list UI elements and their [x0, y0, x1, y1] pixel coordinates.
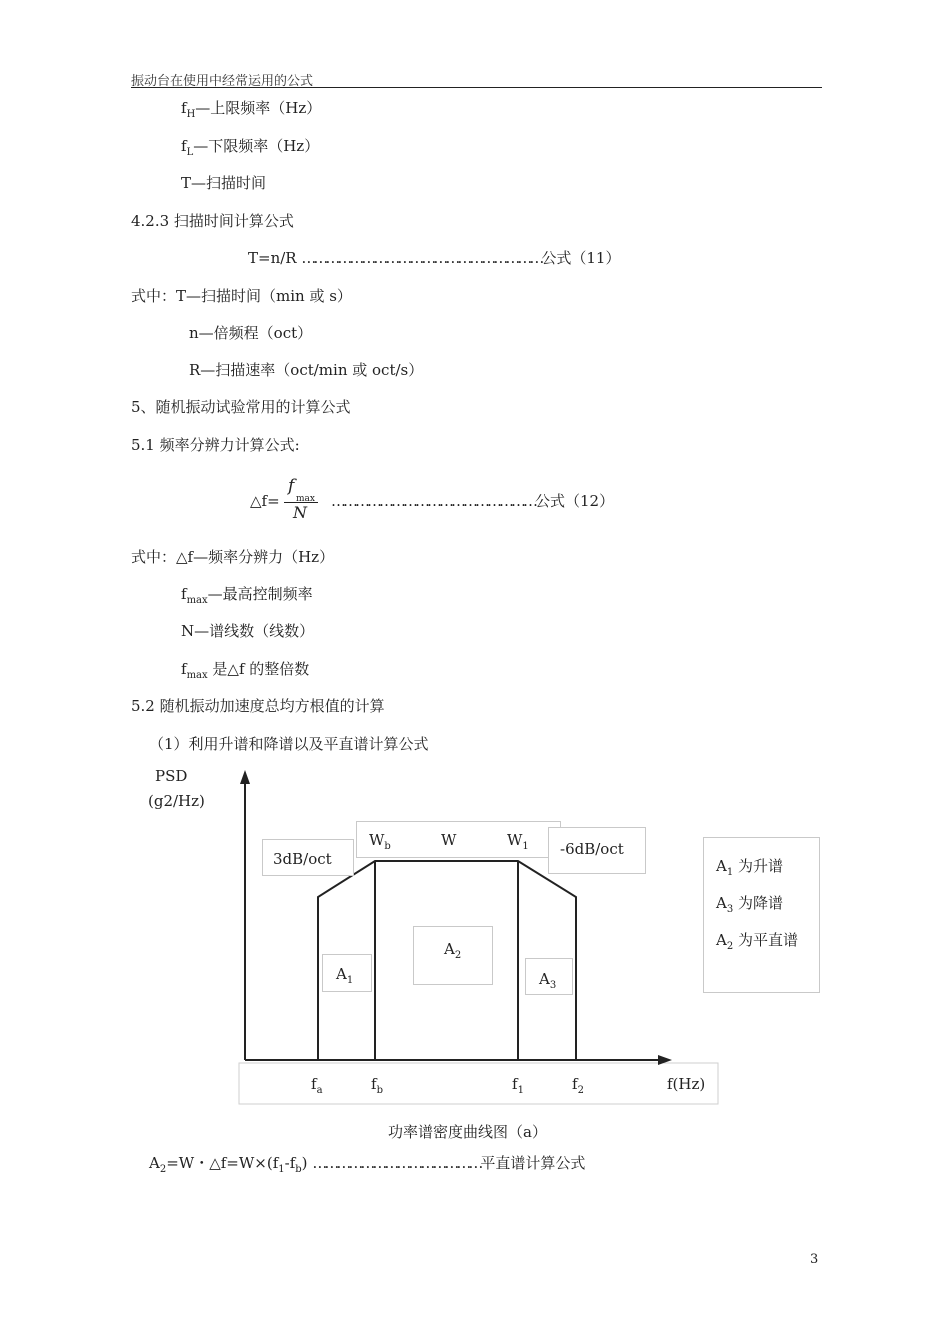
definition-text: 是△f 的整倍数 — [207, 660, 310, 678]
formula-label: 公式（12） — [535, 492, 615, 510]
area-A2-label: $A_2$ — [444, 940, 462, 961]
x-tick-fb: $f_b$ — [371, 1075, 383, 1096]
subscript: 1 — [278, 1164, 285, 1175]
area-A2-box — [413, 926, 493, 985]
formula-body: =W・△f=W×(f — [166, 1154, 279, 1172]
subscript: L — [186, 147, 194, 158]
leader-dots: …………………………………………………… — [301, 249, 542, 267]
label-W: W — [441, 831, 457, 849]
formula-symbol: A — [149, 1154, 160, 1172]
where-clause-2: 式中：△f—频率分辨力（Hz） — [131, 548, 335, 566]
formula-body: -f — [284, 1154, 296, 1172]
leader-dots: …………………………………………… — [331, 492, 535, 510]
figure-caption: 功率谱密度曲线图（a） — [388, 1123, 547, 1141]
area-A3-label: $A_3$ — [539, 970, 557, 991]
right-slope-label: -6dB/oct — [560, 840, 624, 858]
x-tick-f1: $f_1$ — [512, 1075, 524, 1096]
legend-item-A2: $A_2$ 为平直谱 — [716, 931, 798, 952]
subscript: H — [186, 109, 196, 120]
top-level-box — [356, 821, 561, 858]
legend-box — [703, 837, 820, 993]
subscript: b — [295, 1164, 302, 1175]
area-A1-box — [322, 954, 372, 992]
section-5-2-heading: 5.2 随机振动加速度总均方根值的计算 — [131, 697, 385, 715]
n-definition: n—倍频程（oct） — [189, 324, 313, 342]
section-5-heading: 5、随机振动试验常用的计算公式 — [131, 398, 351, 416]
label-W1: $W_1$ — [507, 831, 529, 852]
y-axis-label-unit: (g2/Hz) — [148, 792, 205, 810]
running-header: 振动台在使用中经常运用的公式 — [131, 74, 314, 89]
formula-label: 平直谱计算公式 — [480, 1154, 586, 1172]
R-definition: R—扫描速率（oct/min 或 oct/s） — [189, 361, 424, 379]
N-definition: N—谱线数（线数） — [181, 622, 315, 640]
fraction-denominator: N — [293, 503, 307, 522]
definition-text: —上限频率（Hz） — [195, 99, 322, 117]
page-number: 3 — [810, 1252, 819, 1267]
label-Wb: $W_b$ — [369, 831, 391, 852]
area-A3-box — [525, 958, 573, 995]
subsection-1-heading: （1）利用升谱和降谱以及平直谱计算公式 — [149, 735, 429, 753]
y-axis-arrow — [240, 770, 250, 784]
fraction-numerator-subscript: max — [296, 494, 315, 504]
x-axis-label: f(Hz) — [667, 1075, 706, 1093]
T-definition: T—扫描时间 — [181, 174, 267, 192]
formula-body: ) — [301, 1154, 308, 1172]
x-tick-f2: $f_2$ — [572, 1075, 584, 1096]
formula-label: 公式（11） — [541, 249, 621, 267]
left-slope-label: 3dB/oct — [273, 850, 332, 868]
x-tick-fa: $f_a$ — [311, 1075, 323, 1096]
right-slope-box — [548, 827, 646, 874]
left-slope-box — [262, 839, 354, 876]
formula-expression: T=n/R — [248, 249, 297, 267]
subscript: 2 — [159, 1164, 167, 1175]
where-clause-1: 式中：T—扫描时间（min 或 s） — [131, 287, 352, 305]
formula-12-lhs: △f= — [250, 492, 280, 510]
symbol-f: f — [181, 660, 187, 678]
leader-dots: …………………………………… — [312, 1154, 481, 1172]
symbol-f: f — [181, 99, 187, 117]
definition-text: —最高控制频率 — [207, 585, 313, 603]
section-5-1-heading: 5.1 频率分辨力计算公式: — [131, 436, 300, 454]
subscript: max — [186, 670, 208, 681]
definition-text: —下限频率（Hz） — [193, 137, 320, 155]
legend-item-A3: $A_3$ 为降谱 — [716, 894, 783, 915]
fraction-numerator: f — [288, 476, 295, 496]
flat-spectrum-formula — [149, 1154, 586, 1175]
y-axis-label-psd: PSD — [155, 767, 188, 785]
symbol-f: f — [181, 137, 187, 155]
subscript: max — [186, 595, 208, 606]
area-A1-label: $A_1$ — [336, 965, 354, 986]
symbol-f: f — [181, 585, 187, 603]
section-4-2-3-heading: 4.2.3 扫描时间计算公式 — [131, 212, 294, 230]
legend-item-A1: $A_1$ 为升谱 — [716, 857, 783, 878]
